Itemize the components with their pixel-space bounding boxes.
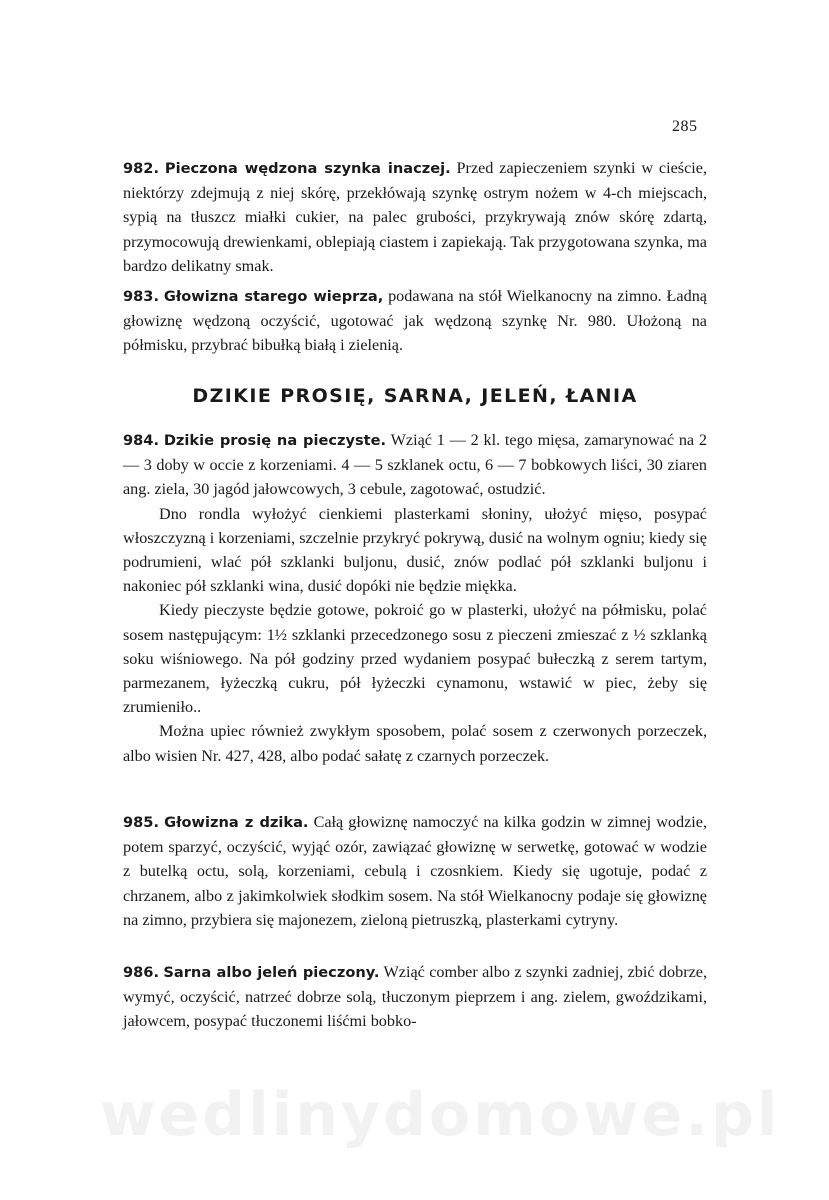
recipe-982-number: 982.: [123, 160, 160, 177]
watermark: wedlinydomowe.pl: [100, 1080, 781, 1150]
recipe-984-body: Wziąć 1 — 2 kl. tego mięsa, zamarynować na 2 — 3 doby w occie z korzeniami. 4 — 5 szklanek octu, 6 — 7 bobkowych liści, 30 ziaren ang. ziela, 30 jagód jałowcowych, 3 cebule, zagotować, ostudzić.: [123, 431, 707, 499]
page-number: 285: [672, 118, 698, 135]
recipe-986-paragraph: [123, 960, 707, 1034]
recipe-984-title: Dzikie prosię na pieczyste.: [163, 432, 387, 449]
recipe-986-body: Wziąć comber albo z szynki zadniej, zbić dobrze, wymyć, oczyścić, natrzeć dobrze solą, tłuczonym pieprzem i ang. zielem, gwoździkami, jałowcem, posypać tłuczonemi liśćmi bobko-: [123, 963, 708, 1031]
recipe-985-paragraph: [123, 810, 707, 932]
recipe-983-title: Głowizna starego wieprza,: [163, 288, 384, 305]
recipe-983-paragraph: [123, 284, 707, 358]
recipe-984: [123, 428, 707, 768]
section-heading: DZIKIE PROSIĘ, SARNA, JELEŃ, ŁANIA: [192, 385, 638, 407]
recipe-982-paragraph: [123, 156, 707, 278]
recipe-983-body: podawana na stół Wielkanocny na zimno. Ładną głowiznę wędzoną oczyścić, ugotować jak wędzoną szynkę Nr. 980. Ułożoną na półmisku, przybrać bibułką białą i zielenią.: [123, 287, 707, 355]
recipe-983: [123, 284, 707, 358]
recipe-982-body: Przed zapieczeniem szynki w cieście, niektórzy zdejmują z niej skórę, przekłówają szynkę ostrym nożem w 4-ch miejscach, sypią na tłuszcz miałki cukier, na palec grubości, przykrywają znów skórę zdartą, przymocowują drewienkami, oblepiają ciastem i zapiekają. Tak przygotowana szynka, ma bardzo delikatny smak.: [123, 159, 707, 275]
recipe-984-paragraph-1: [123, 428, 707, 502]
recipe-985-title: Głowizna z dzika.: [164, 814, 309, 831]
recipe-986-number: 986.: [123, 964, 160, 981]
recipe-982: [123, 156, 707, 278]
recipe-986: [123, 960, 707, 1034]
recipe-984-paragraph-2: Dno rondla wyłożyć cienkiemi plasterkami słoniny, ułożyć mięso, posypać włoszczyzną i korzeniami, szczelnie przykryć pokrywą, dusić na wolnym ogniu; kiedy się podrumieni, wlać pół szklanki buljonu, dusić, znów podlać pół szklanki buljonu i nakoniec pół szklanki wina, dusić dopóki nie będzie miękka.: [123, 504, 707, 596]
recipe-986-title: Sarna albo jeleń pieczony.: [163, 964, 380, 981]
recipe-983-number: 983.: [123, 288, 160, 305]
recipe-984-paragraph-3: Kiedy pieczyste będzie gotowe, pokroić go w plasterki, ułożyć na półmisku, polać sosem następującym: 1½ szklanki przecedzonego sosu z pieczeni zmieszać z ½ szklanką soku wiśniowego. Na pół godziny przed wydaniem posypać bułeczką z serem tartym, parmezanem, łyżeczką cukru, pół łyżeczki cynamonu, wstawić w piec, żeby się zrumieniło..: [123, 601, 707, 717]
recipe-985-body: Całą głowiznę namoczyć na kilka godzin w zimnej wodzie, potem sparzyć, oczyścić, wyjąć ozór, zawiązać głowiznę w serwetkę, gotować w wodzie z butelką octu, solą, korzeniami, cebulą i czosnkiem. Kiedy się ugotuje, podać z chrzanem, albo z jakimkolwiek słodkim sosem. Na stół Wielkanocny podaje się głowiznę na zimno, przybiera się majonezem, zieloną pietruszką, plasterkami cytryny.: [123, 813, 707, 929]
recipe-984-number: 984.: [123, 432, 160, 449]
recipe-985-number: 985.: [123, 814, 160, 831]
recipe-985: [123, 810, 707, 932]
recipe-982-title: Pieczona wędzona szynka inaczej.: [164, 160, 451, 177]
recipe-984-paragraph-4: Można upiec również zwykłym sposobem, polać sosem z czerwonych porzeczek, albo wisien Nr. 427, 428, albo podać sałatę z czarnych porzeczek.: [123, 722, 707, 765]
